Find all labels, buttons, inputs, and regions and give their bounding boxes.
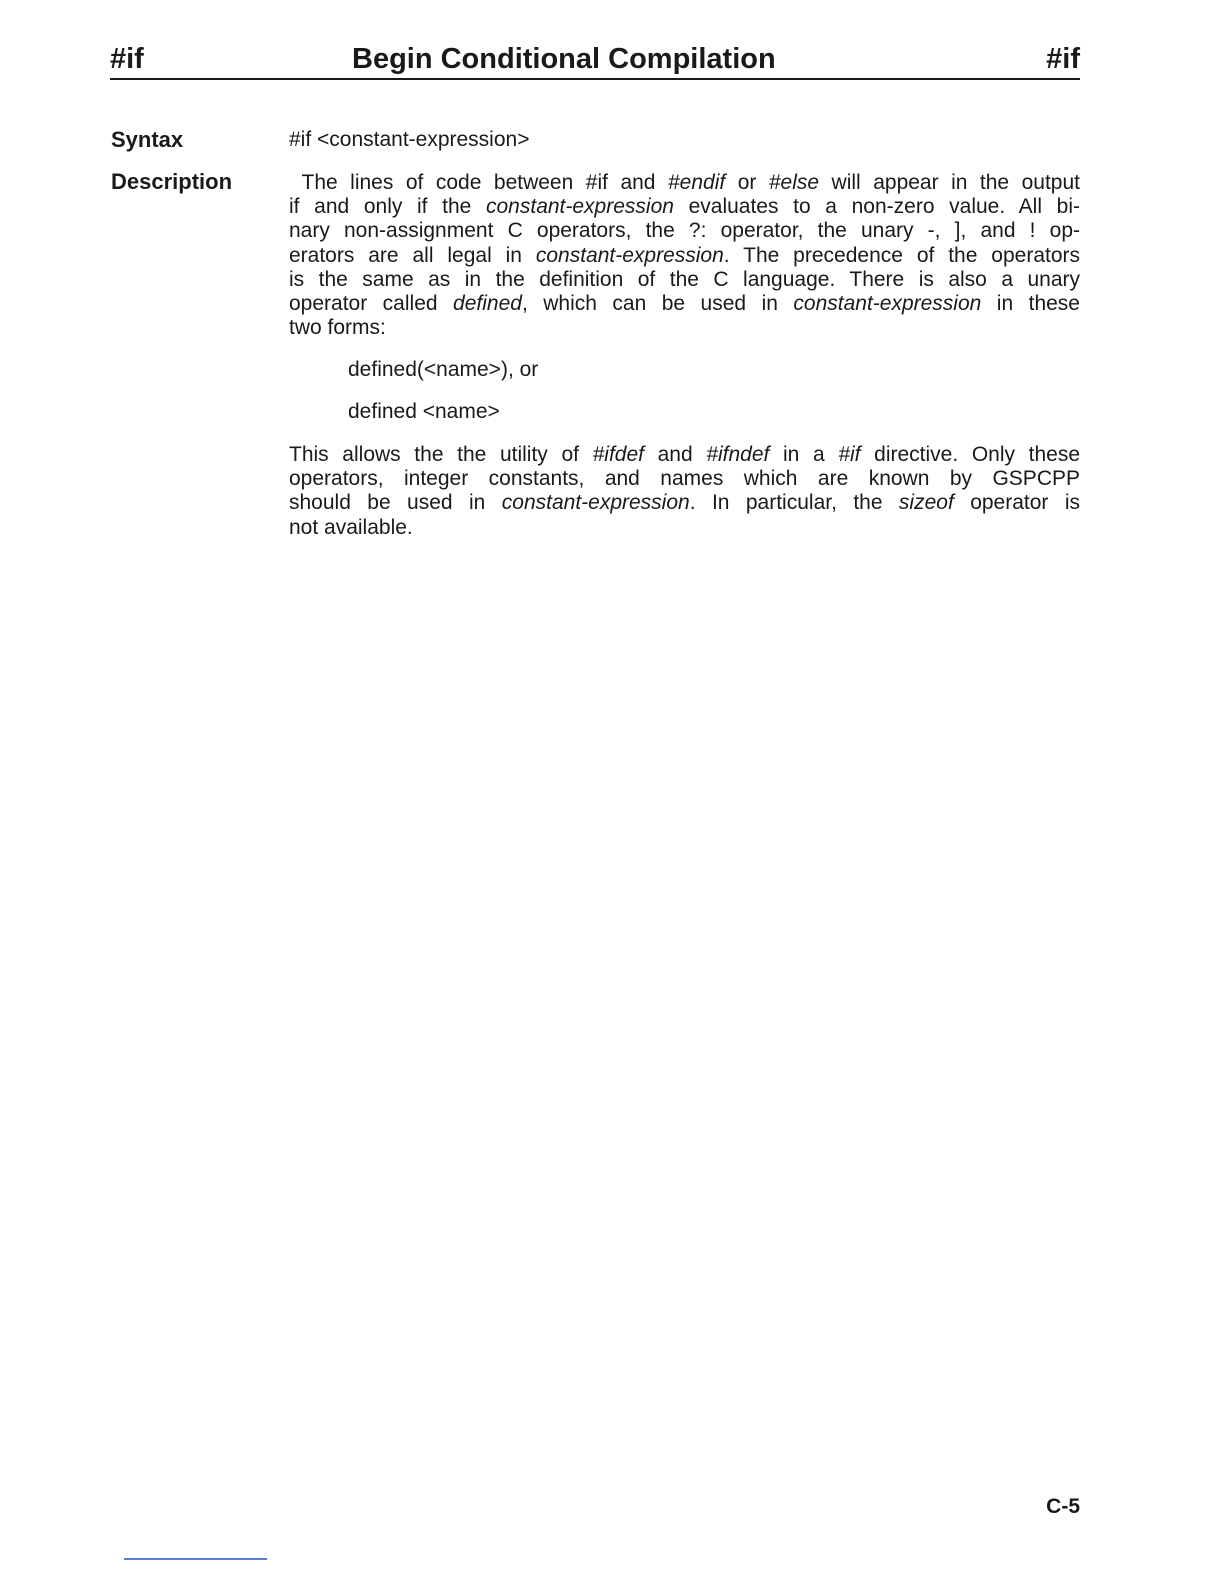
page-title: Begin Conditional Compilation xyxy=(352,43,776,75)
defined-form-2: defined <name> xyxy=(348,400,500,423)
text-line: operators, integer constants, and names which are known by GSPCPP xyxy=(289,467,1080,491)
text-line: operator called defined, which can be used in constant-expression in these xyxy=(289,292,1080,316)
description-paragraph-2 xyxy=(289,443,1080,540)
description-paragraph-1 xyxy=(289,171,1080,340)
defined-form-1: defined(<name>), or xyxy=(348,358,539,381)
text-line: should be used in constant-expression. In particular, the sizeof operator is xyxy=(289,491,1080,515)
syntax-label: Syntax xyxy=(111,127,184,152)
footer-rule xyxy=(124,1558,267,1560)
text-line: The lines of code between #if and #endif or #else will appear in the output xyxy=(301,171,1080,194)
syntax-line: #if <constant-expression> xyxy=(289,128,530,151)
text-line: nary non-assignment C operators, the ?: operator, the unary -, ], and ! op- xyxy=(289,219,1080,243)
text-line: This allows the the utility of #ifdef and #ifndef in a #if directive. Only these xyxy=(289,443,1081,466)
text-line: if and only if the constant-expression evaluates to a non-zero value. All bi- xyxy=(289,195,1080,219)
text-line: is the same as in the definition of the C language. There is also a unary xyxy=(289,267,1080,291)
description-label: Description xyxy=(111,169,233,194)
text-line: not available. xyxy=(289,515,413,539)
page-header xyxy=(110,40,1080,80)
text-line: erators are all legal in constant-expression. The precedence of the operators xyxy=(289,243,1080,267)
header-right-keyword: #if xyxy=(1046,43,1080,75)
page-number: C-5 xyxy=(1046,1495,1080,1518)
text-line: two forms: xyxy=(289,316,386,340)
syntax-text xyxy=(289,128,1080,152)
header-left-keyword: #if xyxy=(110,43,144,75)
